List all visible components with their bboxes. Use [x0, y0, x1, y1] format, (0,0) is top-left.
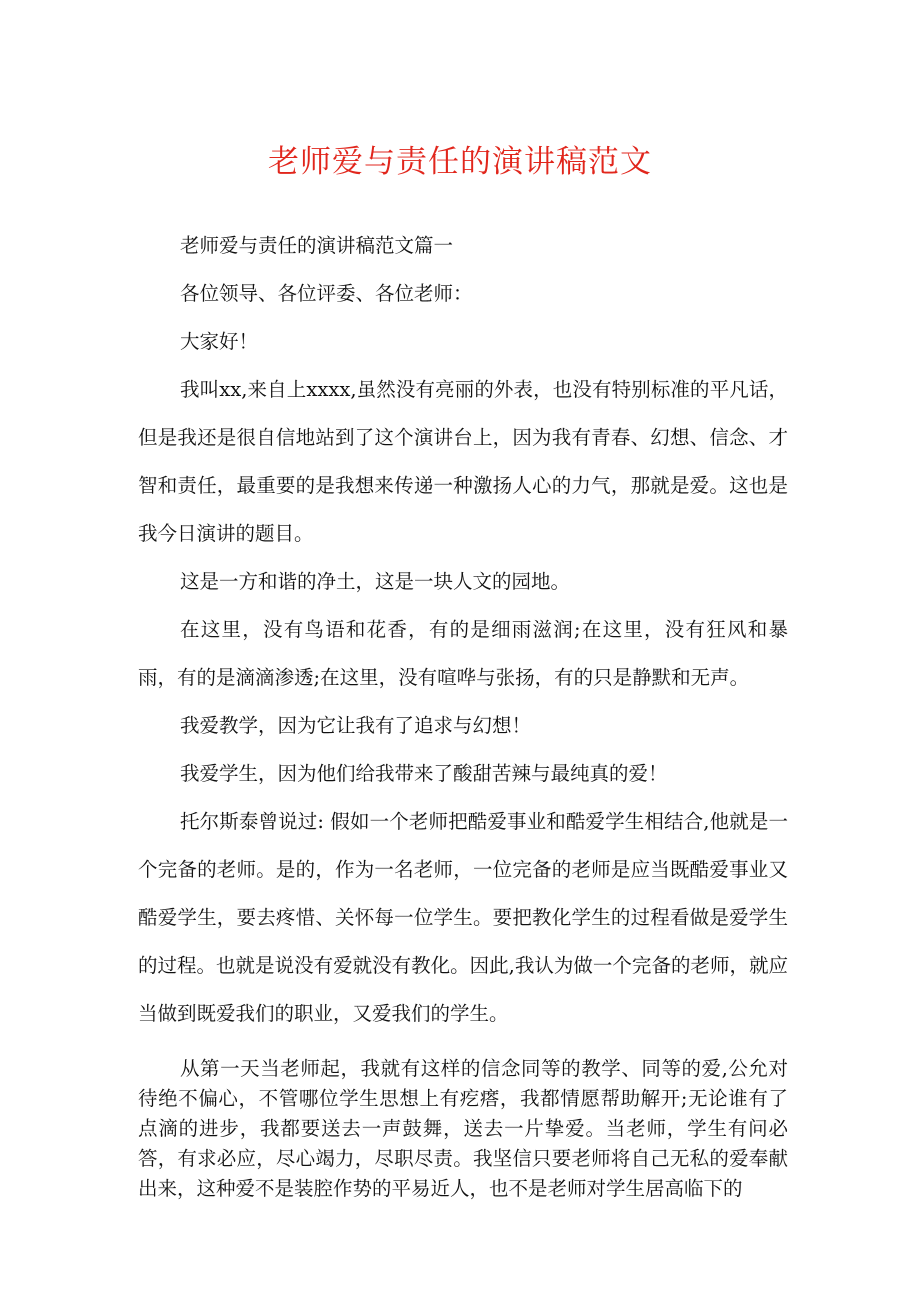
paragraph-love-students: 我爱学生，因为他们给我带来了酸甜苦辣与最纯真的爱！ — [180, 762, 668, 785]
paragraph-first-day: 从第一天当老师起，我就有这样的信念同等的教学、同等的爱,公允对待绝不偏心，不管哪位学生思想上有疙瘩，我都情愿帮助解开;无论谁有了点滴的进步，我都要送去一声鼓舞，送去一片挚爱。当老师，学生有问必答，有求必应，尽心竭力，尽职尽责。我坚信只要老师将自己无私的爱奉献出来，这种爱不是装腔作势的平易近人，也不是老师对学生居高临下的 — [138, 1057, 788, 1200]
paragraph-tolstoy: 托尔斯泰曾说过: 假如一个老师把酷爱事业和酷爱学生相结合,他就是一个完备的老师。是的，作为一名老师，一位完备的老师是应当既酷爱事业又酷爱学生，要去疼惜、关怀每一位学生。要把教化学生的过程看做是爱学生的过程。也就是说没有爱就没有教化。因此,我认为做一个完备的老师，就应当做到既爱我们的职业，又爱我们的学生。 — [138, 810, 788, 1025]
paragraph-here: 在这里，没有鸟语和花香，有的是细雨滋润;在这里，没有狂风和暴雨，有的是滴滴渗透;在这里，没有喧哗与张扬，有的只是静默和无声。 — [138, 618, 788, 689]
section-heading: 老师爱与责任的演讲稿范文篇一 — [180, 234, 454, 257]
paragraph-introduction: 我叫xx,来自上xxxx,虽然没有亮丽的外表，也没有特别标准的平凡话，但是我还是很自信地站到了这个演讲台上，因为我有青春、幻想、信念、才智和责任，最重要的是我想来传递一种激扬人心的力气，那就是爱。这也是我今日演讲的题目。 — [138, 378, 788, 545]
greeting: 大家好！ — [180, 330, 259, 353]
document-body — [138, 222, 788, 1204]
document-title: 老师爱与责任的演讲稿范文 — [268, 144, 652, 180]
paragraph-pure-land: 这是一方和谐的净土，这是一块人文的园地。 — [180, 570, 571, 593]
paragraph-love-teaching: 我爱教学，因为它让我有了追求与幻想！ — [180, 714, 532, 737]
salutation: 各位领导、各位评委、各位老师： — [180, 282, 473, 305]
